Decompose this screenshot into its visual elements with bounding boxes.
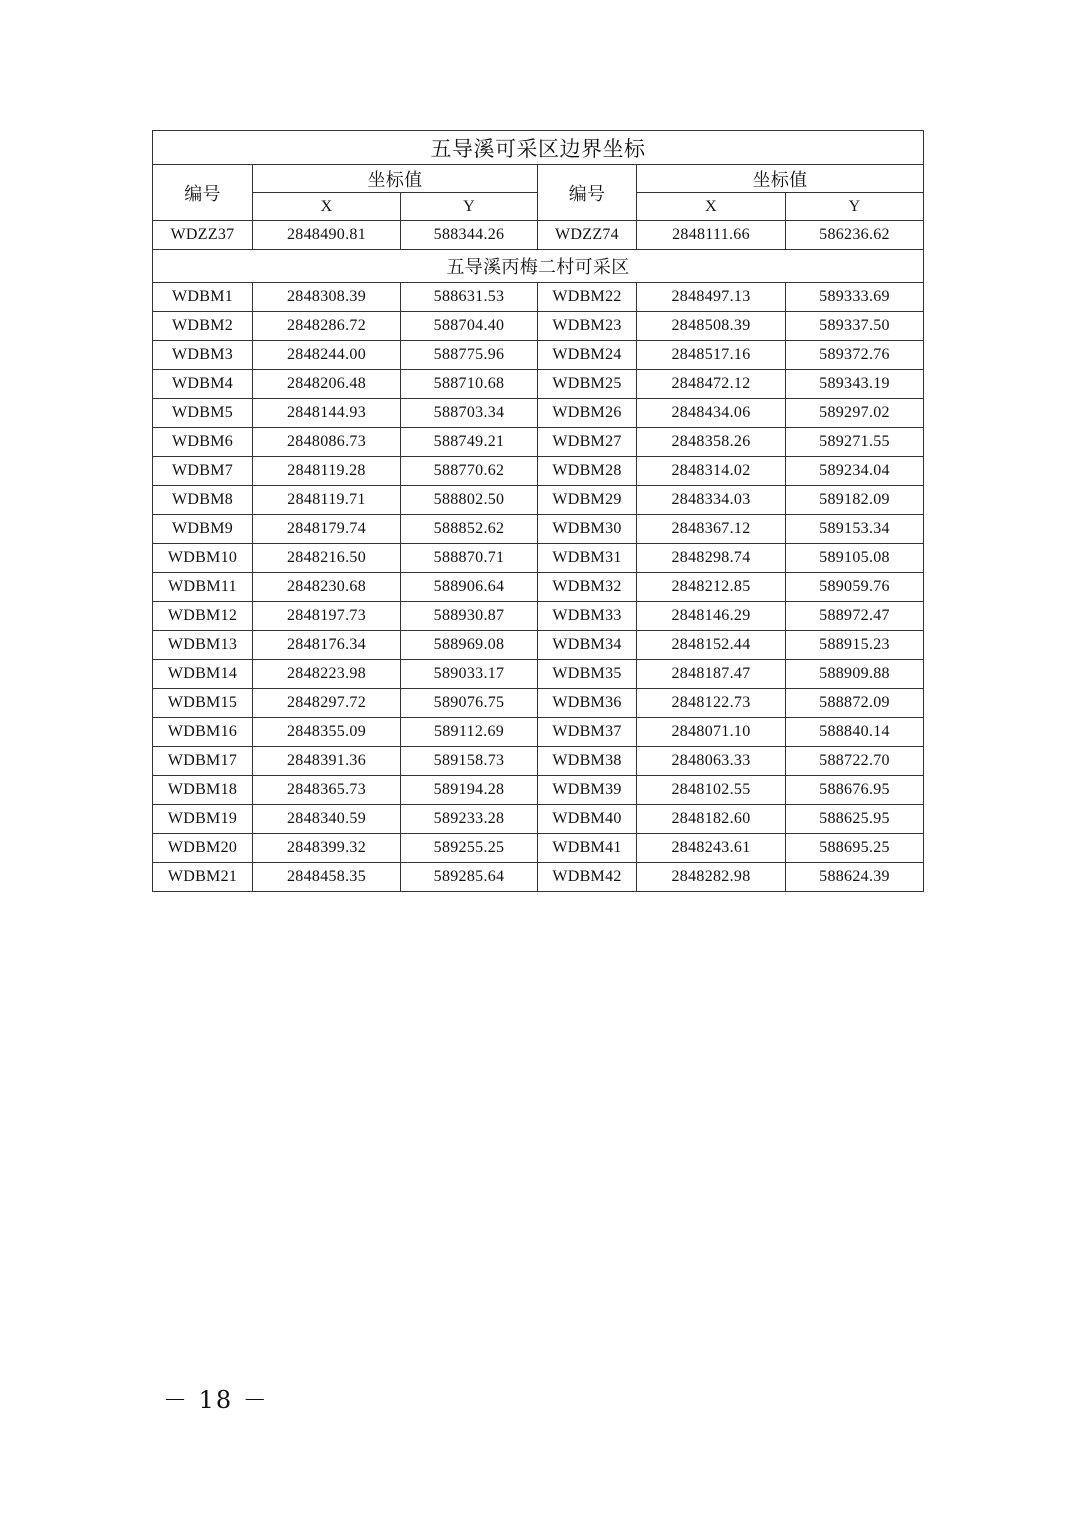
x-header-left: X — [253, 193, 401, 221]
x-value: 2848308.39 — [253, 283, 401, 312]
point-id: WDBM7 — [153, 457, 253, 486]
point-id: WDBM27 — [538, 428, 637, 457]
point-id: WDBM25 — [538, 370, 637, 399]
point-id: WDBM15 — [153, 689, 253, 718]
x-value: 2848187.47 — [637, 660, 786, 689]
table-row — [153, 660, 924, 689]
point-id: WDBM20 — [153, 834, 253, 863]
y-value: 588704.40 — [401, 312, 538, 341]
y-value: 588695.25 — [786, 834, 924, 863]
point-id: WDBM38 — [538, 747, 637, 776]
table-row — [153, 370, 924, 399]
y-value: 588624.39 — [786, 863, 924, 892]
table-row — [153, 776, 924, 805]
y-value: 589337.50 — [786, 312, 924, 341]
table-row — [153, 221, 924, 250]
point-id: WDBM24 — [538, 341, 637, 370]
table-row — [153, 515, 924, 544]
x-value: 2848176.34 — [253, 631, 401, 660]
point-id: WDBM4 — [153, 370, 253, 399]
x-value: 2848197.73 — [253, 602, 401, 631]
point-id: WDBM39 — [538, 776, 637, 805]
x-value: 2848102.55 — [637, 776, 786, 805]
x-value: 2848367.12 — [637, 515, 786, 544]
y-value: 588852.62 — [401, 515, 538, 544]
y-value: 588915.23 — [786, 631, 924, 660]
x-value: 2848508.39 — [637, 312, 786, 341]
y-value: 588749.21 — [401, 428, 538, 457]
point-id: WDBM3 — [153, 341, 253, 370]
point-id: WDBM29 — [538, 486, 637, 515]
x-value: 2848144.93 — [253, 399, 401, 428]
x-value: 2848297.72 — [253, 689, 401, 718]
y-value: 588625.95 — [786, 805, 924, 834]
header-row — [153, 165, 924, 193]
table-row — [153, 428, 924, 457]
coord-header-left: 坐标值 — [253, 165, 538, 193]
y-value: 588770.62 — [401, 457, 538, 486]
x-value: 2848355.09 — [253, 718, 401, 747]
table-row — [153, 457, 924, 486]
section-row — [153, 250, 924, 283]
point-id: WDBM26 — [538, 399, 637, 428]
y-value: 589153.34 — [786, 515, 924, 544]
point-id: WDBM41 — [538, 834, 637, 863]
y-value: 588969.08 — [401, 631, 538, 660]
y-value: 588870.71 — [401, 544, 538, 573]
x-value: 2848472.12 — [637, 370, 786, 399]
point-id: WDBM42 — [538, 863, 637, 892]
x-value: 2848119.71 — [253, 486, 401, 515]
point-id: WDBM33 — [538, 602, 637, 631]
y-value: 589158.73 — [401, 747, 538, 776]
table-row — [153, 573, 924, 602]
table-row — [153, 834, 924, 863]
boundary-coordinate-table — [152, 130, 924, 892]
y-value: 589255.25 — [401, 834, 538, 863]
y-value: 589194.28 — [401, 776, 538, 805]
point-id: WDBM35 — [538, 660, 637, 689]
y-value: 589343.19 — [786, 370, 924, 399]
point-id: WDBM36 — [538, 689, 637, 718]
y-value: 589076.75 — [401, 689, 538, 718]
point-id: WDBM8 — [153, 486, 253, 515]
table-row — [153, 863, 924, 892]
y-value: 586236.62 — [786, 221, 924, 250]
point-id: WDBM2 — [153, 312, 253, 341]
y-value: 588676.95 — [786, 776, 924, 805]
table-row — [153, 718, 924, 747]
table-row — [153, 341, 924, 370]
x-value: 2848358.26 — [637, 428, 786, 457]
point-id: WDBM10 — [153, 544, 253, 573]
y-value: 589234.04 — [786, 457, 924, 486]
table-row — [153, 486, 924, 515]
y-value: 588631.53 — [401, 283, 538, 312]
point-id: WDBM21 — [153, 863, 253, 892]
table-row — [153, 544, 924, 573]
x-value: 2848243.61 — [637, 834, 786, 863]
x-value: 2848391.36 — [253, 747, 401, 776]
page-number: － 18 － — [163, 1386, 269, 1414]
x-value: 2848122.73 — [637, 689, 786, 718]
y-value: 588802.50 — [401, 486, 538, 515]
y-value: 589372.76 — [786, 341, 924, 370]
x-value: 2848146.29 — [637, 602, 786, 631]
id-header-left: 编号 — [153, 165, 253, 221]
point-id: WDBM11 — [153, 573, 253, 602]
point-id: WDBM17 — [153, 747, 253, 776]
x-value: 2848458.35 — [253, 863, 401, 892]
x-value: 2848517.16 — [637, 341, 786, 370]
y-value: 588972.47 — [786, 602, 924, 631]
x-value: 2848206.48 — [253, 370, 401, 399]
x-value: 2848244.00 — [253, 341, 401, 370]
x-value: 2848152.44 — [637, 631, 786, 660]
point-id: WDBM32 — [538, 573, 637, 602]
table-row — [153, 283, 924, 312]
table-row — [153, 602, 924, 631]
y-value: 589112.69 — [401, 718, 538, 747]
table-title: 五导溪可采区边界坐标 — [153, 131, 924, 165]
table-row — [153, 399, 924, 428]
x-value: 2848086.73 — [253, 428, 401, 457]
y-value: 589271.55 — [786, 428, 924, 457]
x-value: 2848334.03 — [637, 486, 786, 515]
x-value: 2848063.33 — [637, 747, 786, 776]
y-value: 589333.69 — [786, 283, 924, 312]
y-value: 588906.64 — [401, 573, 538, 602]
y-value: 588722.70 — [786, 747, 924, 776]
x-value: 2848119.28 — [253, 457, 401, 486]
y-value: 588909.88 — [786, 660, 924, 689]
point-id: WDZZ74 — [538, 221, 637, 250]
y-value: 589285.64 — [401, 863, 538, 892]
y-value: 589182.09 — [786, 486, 924, 515]
table-title-row — [153, 131, 924, 165]
y-value: 588872.09 — [786, 689, 924, 718]
x-value: 2848282.98 — [637, 863, 786, 892]
x-value: 2848497.13 — [637, 283, 786, 312]
point-id: WDBM31 — [538, 544, 637, 573]
x-value: 2848298.74 — [637, 544, 786, 573]
table-row — [153, 312, 924, 341]
table-row — [153, 805, 924, 834]
y-value: 589033.17 — [401, 660, 538, 689]
x-value: 2848182.60 — [637, 805, 786, 834]
y-value: 589233.28 — [401, 805, 538, 834]
point-id: WDBM40 — [538, 805, 637, 834]
y-header-right: Y — [786, 193, 924, 221]
table-row — [153, 747, 924, 776]
y-value: 588703.34 — [401, 399, 538, 428]
point-id: WDZZ37 — [153, 221, 253, 250]
point-id: WDBM23 — [538, 312, 637, 341]
y-value: 588344.26 — [401, 221, 538, 250]
point-id: WDBM19 — [153, 805, 253, 834]
y-header-left: Y — [401, 193, 538, 221]
x-value: 2848340.59 — [253, 805, 401, 834]
point-id: WDBM5 — [153, 399, 253, 428]
y-value: 588930.87 — [401, 602, 538, 631]
point-id: WDBM34 — [538, 631, 637, 660]
point-id: WDBM12 — [153, 602, 253, 631]
x-value: 2848111.66 — [637, 221, 786, 250]
id-header-right: 编号 — [538, 165, 637, 221]
point-id: WDBM16 — [153, 718, 253, 747]
point-id: WDBM14 — [153, 660, 253, 689]
point-id: WDBM28 — [538, 457, 637, 486]
x-value: 2848071.10 — [637, 718, 786, 747]
point-id: WDBM1 — [153, 283, 253, 312]
y-value: 589297.02 — [786, 399, 924, 428]
x-value: 2848490.81 — [253, 221, 401, 250]
point-id: WDBM9 — [153, 515, 253, 544]
x-value: 2848230.68 — [253, 573, 401, 602]
y-value: 588710.68 — [401, 370, 538, 399]
y-value: 589105.08 — [786, 544, 924, 573]
point-id: WDBM6 — [153, 428, 253, 457]
point-id: WDBM22 — [538, 283, 637, 312]
x-value: 2848434.06 — [637, 399, 786, 428]
x-value: 2848223.98 — [253, 660, 401, 689]
x-value: 2848179.74 — [253, 515, 401, 544]
x-value: 2848314.02 — [637, 457, 786, 486]
point-id: WDBM30 — [538, 515, 637, 544]
y-value: 589059.76 — [786, 573, 924, 602]
section-title: 五导溪丙梅二村可采区 — [153, 250, 924, 283]
x-value: 2848212.85 — [637, 573, 786, 602]
x-value: 2848365.73 — [253, 776, 401, 805]
point-id: WDBM18 — [153, 776, 253, 805]
point-id: WDBM37 — [538, 718, 637, 747]
y-value: 588840.14 — [786, 718, 924, 747]
x-value: 2848216.50 — [253, 544, 401, 573]
y-value: 588775.96 — [401, 341, 538, 370]
table-row — [153, 689, 924, 718]
table-row — [153, 631, 924, 660]
x-header-right: X — [637, 193, 786, 221]
point-id: WDBM13 — [153, 631, 253, 660]
coord-header-right: 坐标值 — [637, 165, 924, 193]
x-value: 2848399.32 — [253, 834, 401, 863]
x-value: 2848286.72 — [253, 312, 401, 341]
